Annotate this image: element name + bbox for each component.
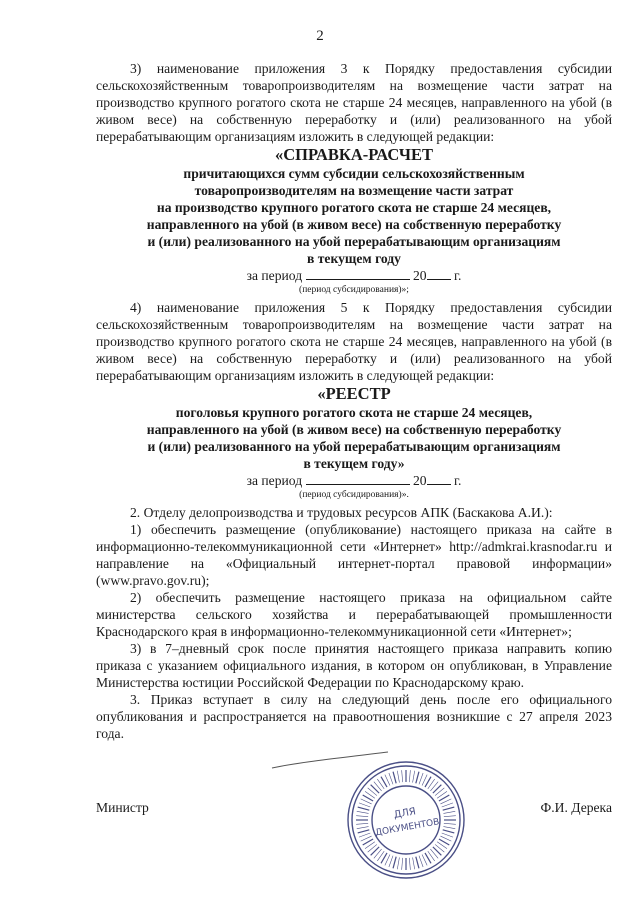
stamp-ring-glyph [444, 816, 456, 817]
stamp-ring-glyph [371, 847, 379, 855]
paragraph-point-2: 2. Отделу делопроизводства и трудовых ресурсов АПК (Баскакова А.И.): [130, 505, 553, 520]
document-body [96, 60, 612, 742]
stamp-ring-glyph [393, 857, 396, 869]
period-caption-1: (период субсидирования)»; [299, 285, 409, 295]
stamp-ring-glyph [393, 772, 396, 784]
seal-stamp-icon [344, 758, 468, 882]
stamp-ring-glyph [356, 823, 368, 824]
title-reestr-line: и (или) реализованного на убой перерабатывающим организациям [147, 439, 561, 454]
stamp-ring-glyph [359, 803, 370, 807]
period-blank [306, 484, 410, 485]
period-caption-2: (период субсидирования)». [299, 490, 409, 500]
title-spravka-line: причитающихся сумм субсидии сельскохозяйственным [183, 166, 525, 181]
stamp-ring-glyph [397, 771, 399, 783]
stamp-ring-glyph [413, 857, 415, 869]
stamp-ring-glyph [358, 807, 370, 810]
stamp-ring-glyph [356, 816, 368, 817]
stamp-ring-glyph [419, 856, 423, 867]
period-prefix: за период [246, 268, 303, 283]
stamp-ring-glyph [433, 785, 441, 793]
period-blank [306, 279, 410, 280]
stamp-ring-glyph [402, 770, 403, 782]
year-blank [427, 279, 451, 280]
period-year: 20 [412, 268, 427, 283]
period-suffix: г. [453, 268, 462, 283]
stamp-text-line2: ДОКУМЕНТОВ [374, 817, 441, 839]
stamp-ring-glyph [389, 773, 393, 784]
title-spravka-line: товаропроизводителям на возмещение части затрат [194, 183, 514, 198]
stamp-ring-glyph [357, 811, 369, 813]
stamp-ring-glyph [416, 857, 419, 869]
title-reestr-line: поголовья крупного рогатого скота не старше 24 месяцев, [175, 405, 533, 420]
page-number: 2 [316, 28, 324, 44]
stamp-ring-glyph [397, 857, 399, 869]
title-spravka-head: «СПРАВКА-РАСЧЕТ [275, 145, 433, 164]
stamp-ring-glyph [371, 785, 379, 793]
stamp-ring-glyph [402, 858, 403, 870]
stamp-ring-glyph [443, 807, 455, 810]
title-spravka-line: направленного на убой (в живом весе) на собственную переработку [146, 217, 562, 232]
title-spravka-line: в текущем году [307, 251, 401, 266]
stamp-ring-glyph [416, 772, 419, 784]
stamp-ring-glyph [413, 771, 415, 783]
paragraph-point-3: 3. Приказ вступает в силу на следующий день после его официального опубликования и распространяется на правоотношения возникшие с 27 апреля 2023 года. [96, 692, 612, 741]
period-prefix: за период [246, 473, 303, 488]
paragraph-item-3: 3) наименование приложения 3 к Порядку предоставления субсидии сельскохозяйственным товаропроизводителям на возмещение части затрат на производство крупного рогатого скота не старше 24 месяцев, направленного на убой (в живом весе) на собственную переработку и (или) реализованного на убой перерабатывающим организациям изложить в следующей редакции: [96, 61, 612, 144]
stamp-ring-glyph [442, 803, 453, 807]
stamp-ring-glyph [409, 858, 410, 870]
title-reestr-line: в текущем году» [303, 456, 405, 471]
stamp-ring-glyph [359, 833, 370, 837]
period-suffix: г. [453, 473, 462, 488]
signature-position: Министр [96, 800, 149, 815]
stamp-text-line1: ДЛЯ [392, 806, 417, 821]
stamp-ring-glyph [443, 827, 455, 829]
stamp-ring-glyph [444, 823, 456, 824]
stamp-ring-glyph [419, 773, 423, 784]
stamp-ring-glyph [358, 830, 370, 833]
title-reestr-line: направленного на убой (в живом весе) на собственную переработку [146, 422, 562, 437]
paragraph-subpoint-1: 1) обеспечить размещение (опубликование) настоящего приказа на сайте в информационно-телекоммуникационной сети «Интернет» http://admkrai.krasnodar.ru и направление на «Официальный интернет-портал правовой информации» (www.pravo.gov.ru); [96, 522, 612, 588]
stamp-ring-glyph [389, 856, 393, 867]
stamp-ring-glyph [409, 770, 410, 782]
stamp-ring-glyph [443, 830, 455, 833]
title-spravka-line: и (или) реализованного на убой перерабатывающим организациям [147, 234, 561, 249]
signature-name: Ф.И. Дерека [540, 800, 612, 815]
stamp-ring-glyph [357, 827, 369, 829]
title-spravka-line: на производство крупного рогатого скота не старше 24 месяцев, [156, 200, 552, 215]
paragraph-subpoint-3: 3) в 7–дневный срок после принятия настоящего приказа направить копию приказа с указанием официального издания, в котором он опубликован, в Управление Министерства юстиции Российской Федерации по Краснодарскому краю. [96, 641, 612, 690]
title-reestr-head: «РЕЕСТР [317, 384, 391, 403]
stamp-ring-glyph [442, 833, 453, 837]
paragraph-item-4: 4) наименование приложения 5 к Порядку предоставления субсидии сельскохозяйственным товаропроизводителям на возмещение части затрат на производство крупного рогатого скота не старше 24 месяцев, направленного на убой (в живом весе) на собственную переработку и (или) реализованного на убой перерабатывающим организациям изложить в следующей редакции: [96, 300, 612, 383]
year-blank [427, 484, 451, 485]
period-year: 20 [412, 473, 427, 488]
period-line-1 [96, 267, 612, 284]
stamp-ring-glyph [433, 847, 441, 855]
stamp-ring-glyph [443, 811, 455, 813]
period-line-2 [96, 472, 612, 489]
paragraph-subpoint-2: 2) обеспечить размещение настоящего приказа на официальном сайте министерства сельского хозяйства и перерабатывающей промышленности Краснодарского края в информационно-телекоммуникационной сети «Интернет»; [96, 590, 612, 639]
